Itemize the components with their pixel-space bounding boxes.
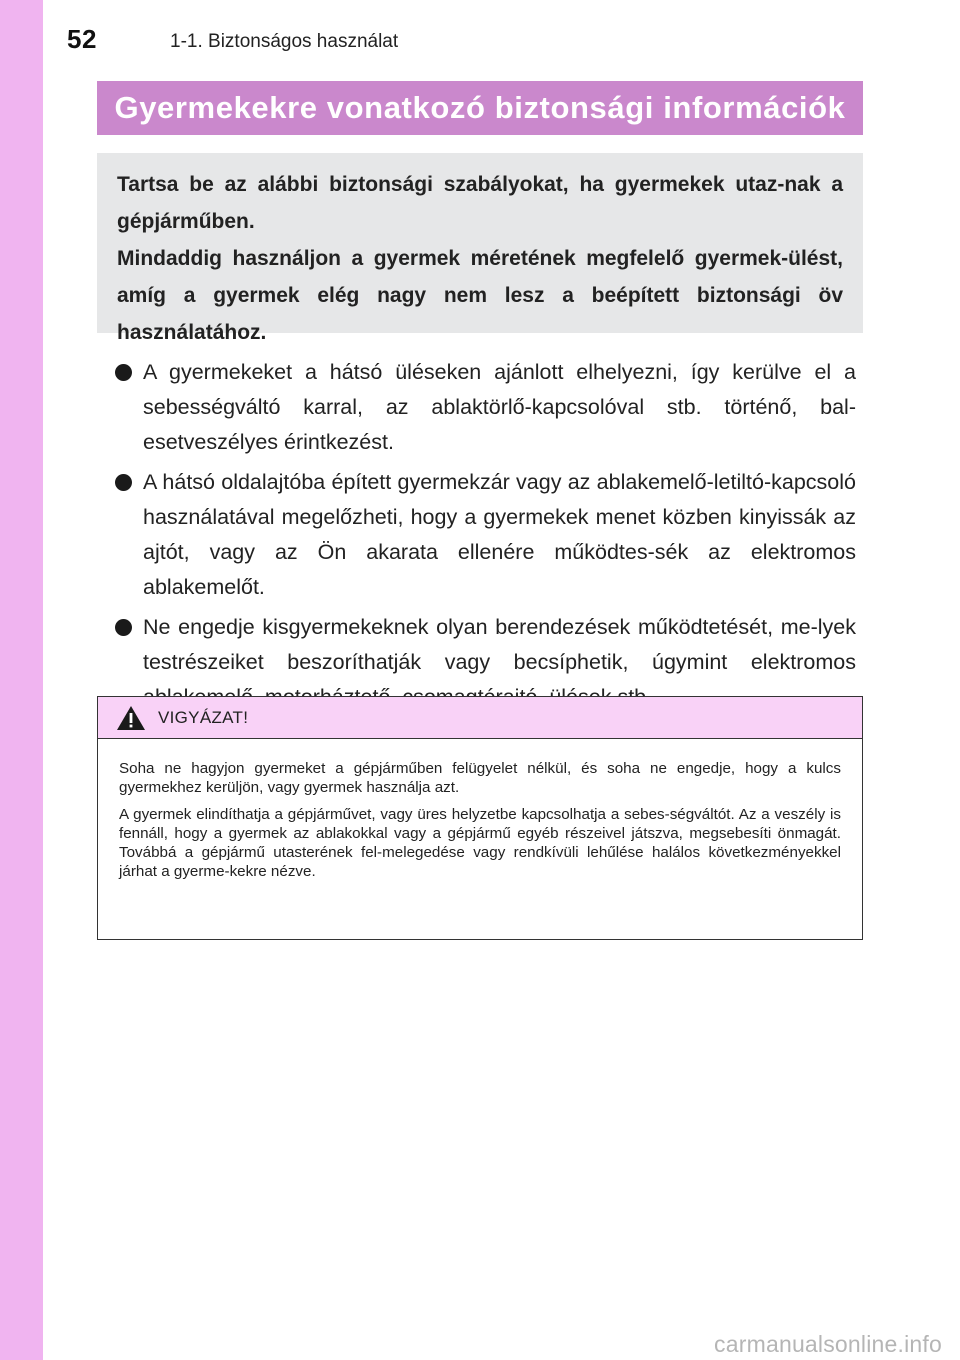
warning-label: VIGYÁZAT! — [158, 707, 249, 727]
intro-paragraph: Mindaddig használjon a gyermek méretének megfelelő gyermek-ülést, amíg a gyermek elég nagy nem lesz a beépített biztonsági öv használatához. — [117, 247, 843, 344]
intro-box — [97, 153, 863, 344]
intro-paragraph: Tartsa be az alábbi biztonsági szabályokat, ha gyermekek utaz-nak a gépjárműben. — [117, 173, 843, 233]
warning-triangle-icon — [116, 705, 146, 731]
watermark: carmanualsonline.info — [714, 1331, 942, 1357]
bullet-text: A gyermekeket a hátsó üléseken ajánlott elhelyezni, így kerülve el a sebességváltó karral, az ablaktörlő-kapcsolóval stb. történő, bal-esetveszélyes érintkezést. — [143, 360, 856, 454]
side-tab-bar — [0, 0, 43, 1360]
warning-box — [97, 696, 863, 940]
bullet-item — [115, 355, 856, 460]
bullet-item — [115, 465, 856, 605]
bullet-text: A hátsó oldalajtóba épített gyermekzár vagy az ablakemelő-letiltó-kapcsoló használatával megelőzheti, hogy a gyermekek menet közben kinyissák az ajtót, vagy az Ön akarata ellenére működtes-sék az elektromos ablakemelőt. — [143, 470, 856, 599]
title-banner — [97, 81, 863, 135]
page-number: 52 — [67, 24, 97, 54]
bullet-dot-icon — [115, 474, 132, 491]
warning-header — [98, 697, 862, 739]
section-title: 1-1. Biztonságos használat — [170, 31, 399, 52]
bullet-text: Ne engedje kisgyermekeknek olyan berendezések működtetését, me-lyek testrészeiket beszoríthatják vagy becsíphetik, úgymint elektromos — [143, 615, 856, 674]
bullet-dot-icon — [115, 619, 132, 636]
page-title: Gyermekekre vonatkozó biztonsági információk — [114, 90, 846, 125]
warning-paragraph: Soha ne hagyjon gyermeket a gépjárműben felügyelet nélkül, és soha ne engedje, hogy a kulcs gyermekhez kerüljön, vagy gyermek használja azt. — [119, 760, 841, 796]
bullet-dot-icon — [115, 364, 132, 381]
warning-body — [98, 739, 862, 881]
bullet-list — [115, 355, 856, 720]
warning-paragraph: A gyermek elindíthatja a gépjárművet, vagy üres helyzetbe kapcsolhatja a sebes-ségváltót. Az a veszély is fennáll, hogy a gyermek az ablakokkal vagy a gépjármű egyéb részeivel játszva, megsebesíti önmagát. Továbbá a gépjármű utasterének fel-melegedése vagy rendkívüli lehűlése halálos következményekkel járhat a gyerme-kekre nézve. — [119, 806, 841, 880]
